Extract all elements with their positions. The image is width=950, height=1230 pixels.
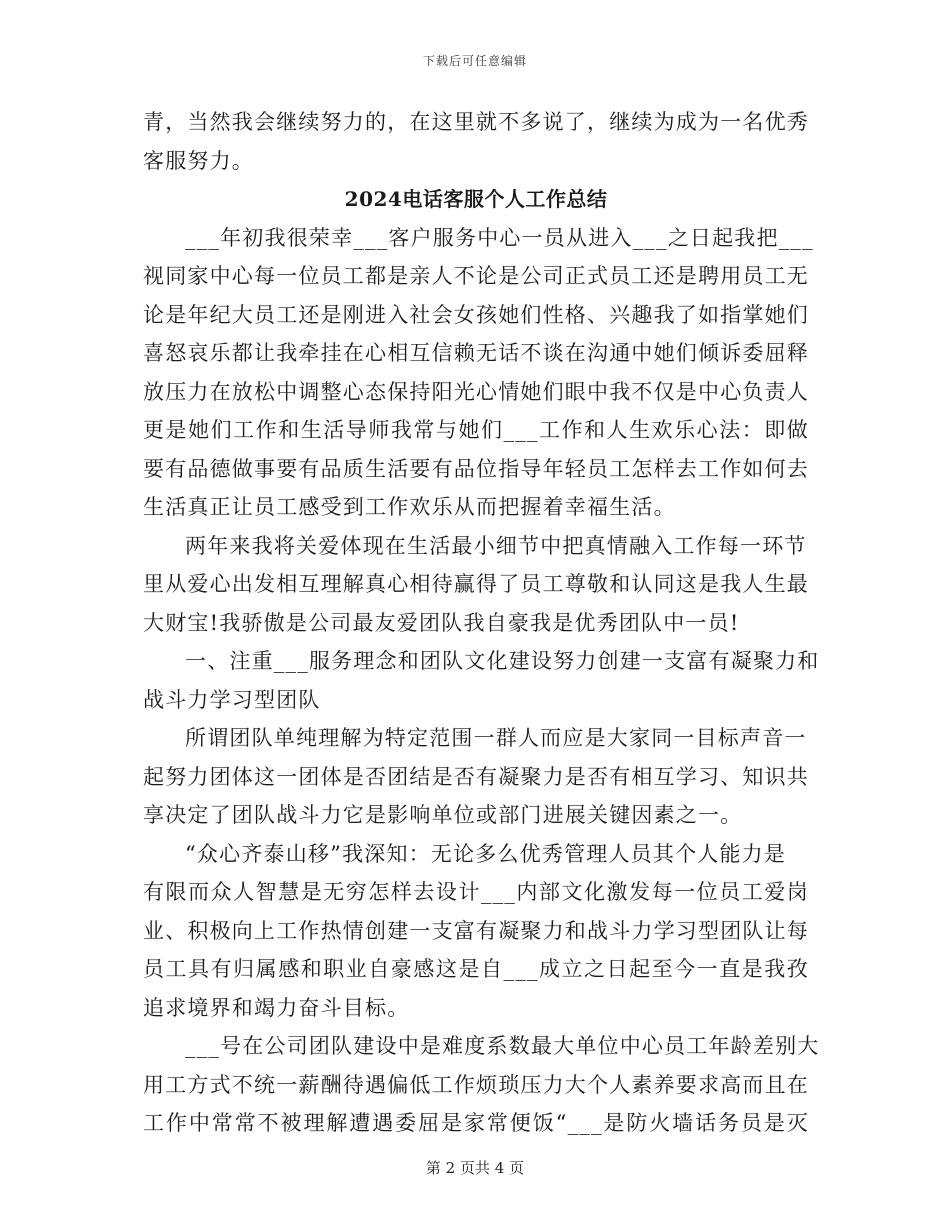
text-line: 起努力团体这一团体是否团结是否有凝聚力是否有相互学习、知识共	[143, 764, 809, 789]
text-line: 工作中常常不被理解遭遇委屈是家常便饭“___是防火墙话务员是灭	[143, 1111, 809, 1135]
document-title: 2024电话客服个人工作总结	[344, 187, 608, 211]
text-line: 喜怒哀乐都让我牵挂在心相互信赖无话不谈在沟通中她们倾诉委屈释	[143, 341, 809, 365]
paragraph	[143, 1027, 820, 1143]
text-line: 论是年纪大员工还是刚进入社会女孩她们性格、兴趣我了如指掌她们	[143, 302, 809, 327]
text-line: 享决定了团队战斗力它是影响单位或部门进展关键因素之一。	[143, 803, 743, 827]
text-line: 两年来我将关爱体现在生活最小细节中把真情融入工作每一环节	[185, 533, 807, 558]
text-line: 里从爱心出发相互理解真心相待赢得了员工尊敬和认同这是我人生最	[143, 572, 809, 596]
paragraph	[143, 219, 814, 527]
paragraph	[143, 719, 809, 835]
text-line: 所谓团队单纯理解为特定范围一群人而应是大家同一目标声音一	[185, 726, 807, 750]
text-line: 大财宝!我骄傲是公司最友爱团队我自豪我是优秀团队中一员!	[143, 610, 740, 635]
text-line: 追求境界和竭力奋斗目标。	[143, 995, 410, 1020]
text-line: 员工具有归属感和职业自豪感这是自___成立之日起至今一直是我孜	[143, 957, 809, 981]
document-body	[143, 103, 820, 1143]
text-line: 业、积极向上工作热情创建一支富有凝聚力和战斗力学习型团队让每	[143, 918, 809, 943]
text-line: 青，当然我会继续努力的，在这里就不多说了，继续为成为一名优秀	[143, 110, 809, 134]
text-line: 客服努力。	[143, 148, 254, 173]
text-line: ___年初我很荣幸___客户服务中心一员从进入___之日起我把___	[185, 225, 814, 250]
text-line: 放压力在放松中调整心态保持阳光心情她们眼中我不仅是中心负责人	[143, 379, 809, 404]
text-line: 更是她们工作和生活导师我常与她们___工作和人生欢乐心法：即做	[143, 418, 809, 442]
paragraph	[143, 835, 809, 1028]
text-line: 战斗力学习型团队	[143, 687, 321, 712]
text-line: 有限而众人智慧是无穷怎样去设计___内部文化激发每一位员工爱岗	[143, 880, 809, 904]
text-line: 要有品德做事要有品质生活要有品位指导年轻员工怎样去工作如何去	[143, 456, 809, 481]
text-line: 一、注重___服务理念和团队文化建设努力创建一支富有凝聚力和	[185, 649, 820, 673]
text-line: 用工方式不统一薪酬待遇偏低工作烦琐压力大个人素养要求高而且在	[143, 1072, 809, 1097]
page-header: 下载后可任意编辑	[422, 54, 527, 68]
paragraph	[143, 527, 809, 643]
text-line: 生活真正让员工感受到工作欢乐从而把握着幸福生活。	[143, 495, 676, 519]
page-number: 第 2 页共 4 页	[425, 1159, 525, 1177]
paragraph	[143, 642, 820, 719]
text-line: 视同家中心每一位员工都是亲人不论是公司正式员工还是聘用员工无	[143, 264, 809, 288]
text-line: “众心齐泰山移”我深知：无论多么优秀管理人员其个人能力是	[185, 841, 787, 866]
text-line: ___号在公司团队建设中是难度系数最大单位中心员工年龄差别大	[185, 1034, 820, 1058]
